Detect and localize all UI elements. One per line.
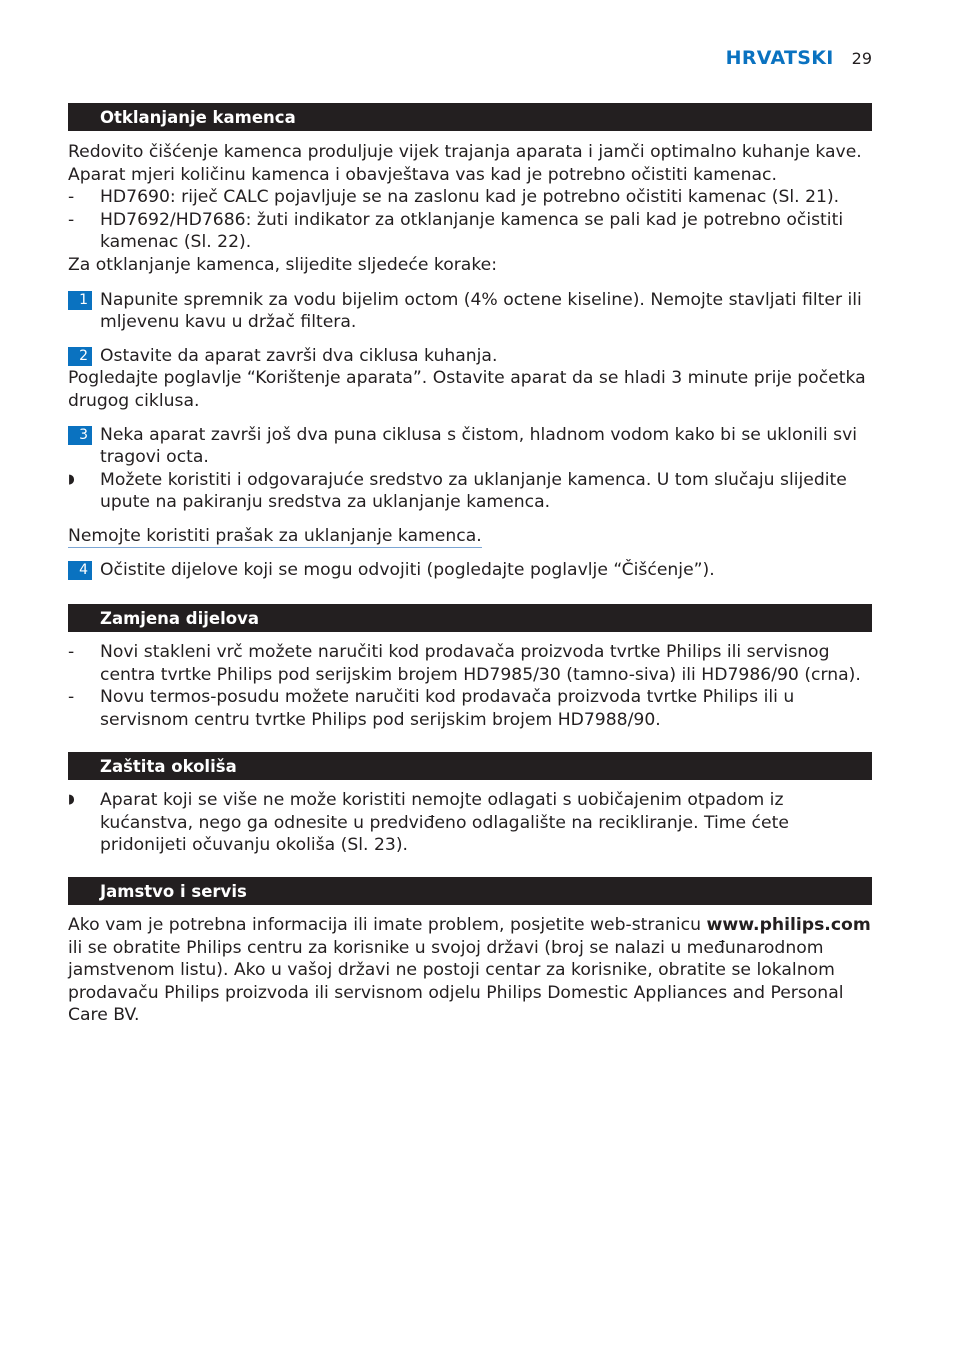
environment-section	[68, 789, 872, 857]
dash-marker: -	[68, 687, 75, 708]
tip-marker-icon: ◗	[68, 471, 75, 487]
environment-item	[68, 789, 872, 857]
warning-text: Nemojte koristiti prašak za uklanjanje kamenca.	[68, 525, 482, 546]
tip	[68, 469, 872, 514]
guarantee-text-after: ili se obratite Philips centru za korisnike u svojoj državi (broj se nalazi u međunarodnom jamstvenom listu). Ako u vašoj državi ne postoji centar za korisnike, obratite se lokalnom prodavaču Philips proizvoda ili servisnom odjelu Philips Domestic Appliances and Personal Care BV.	[68, 937, 844, 1026]
step-number: 2	[68, 347, 92, 366]
step-number: 3	[68, 426, 92, 445]
website-link[interactable]: www.philips.com	[706, 915, 871, 935]
page-number: 29	[851, 49, 872, 68]
steps-intro: Za otklanjanje kamenca, slijedite sljedeće korake:	[68, 254, 498, 275]
list-item	[68, 641, 872, 686]
language-label: HRVATSKI	[725, 47, 834, 69]
step-text: Ostavite da aparat završi dva ciklusa kuhanja.	[100, 345, 498, 366]
step-2-note: Pogledajte poglavlje “Korištenje aparata”. Ostavite aparat da se hladi 3 minute prije početka drugog ciklusa.	[68, 368, 866, 411]
page-header	[726, 47, 872, 75]
list-item	[68, 186, 872, 209]
tip-text: Možete koristiti i odgovarajuće sredstvo za uklanjanje kamenca. U tom slučaju slijedite upute na pakiranju sredstva za uklanjanje kamenca.	[100, 469, 847, 513]
guarantee-section	[68, 914, 872, 1027]
list-item-text: HD7690: riječ CALC pojavljuje se na zaslonu kad je potrebno očistiti kamenac (Sl. 21).	[100, 187, 840, 208]
step-1	[68, 289, 872, 334]
environment-text: Aparat koji se više ne može koristiti nemojte odlagati s uobičajenim otpadom iz kućanstva, nego ga odnesite u predviđeno odlagalište na recikliranje. Time ćete pridonijeti očuvanju okoliša (Sl. 23).	[100, 790, 789, 856]
guarantee-text-before: Ako vam je potrebna informacija ili imate problem, posjetite web-stranicu	[68, 915, 707, 935]
list-item-text: Novi stakleni vrč možete naručiti kod prodavača proizvoda tvrtke Philips ili servisnog centra tvrtke Philips pod serijskim brojem HD7985/30 (tamno-siva) ili HD7986/90 (crna).	[100, 642, 861, 685]
dash-marker: -	[68, 642, 75, 662]
step-number: 4	[68, 561, 92, 580]
list-item	[68, 686, 872, 731]
list-item-text: Novu termos-posudu možete naručiti kod prodavača proizvoda tvrtke Philips ili u servisnom centru tvrtke Philips pod serijskim brojem HD7988/90.	[100, 687, 795, 730]
descaling-section	[68, 141, 872, 582]
step-text: Napunite spremnik za vodu bijelim octom (4% octene kiseline). Nemojte stavljati filter ili mljevenu kavu u držač filtera.	[100, 289, 862, 333]
step-2	[68, 345, 872, 368]
descaling-intro: Redovito čišćenje kamenca produljuje vijek trajanja aparata i jamči optimalno kuhanje kave. Aparat mjeri količinu kamenca i obavještava vas kad je potrebno očistiti kamenac.	[68, 142, 862, 185]
list-item-text: HD7692/HD7686: žuti indikator za otklanjanje kamenca se pali kad je potrebno očistiti kamenac (Sl. 22).	[100, 209, 844, 253]
marker-icon: ◗	[68, 792, 75, 807]
section-title-descaling: Otklanjanje kamenca	[68, 103, 872, 131]
step-3	[68, 424, 872, 469]
step-4	[68, 559, 872, 582]
dash-marker: -	[68, 187, 75, 208]
step-text: Neka aparat završi još dva puna ciklusa s čistom, hladnom vodom kako bi se uklonili svi tragovi octa.	[100, 424, 858, 468]
step-number: 1	[68, 291, 92, 310]
parts-section	[68, 641, 872, 731]
section-title-environment: Zaštita okoliša	[68, 752, 872, 780]
step-text: Očistite dijelove koji se mogu odvojiti (pogledajte poglavlje “Čišćenje”).	[100, 559, 715, 580]
warning	[68, 525, 872, 548]
dash-marker: -	[68, 209, 75, 230]
section-title-guarantee: Jamstvo i servis	[68, 877, 872, 905]
guarantee-text	[68, 914, 872, 1027]
list-item	[68, 209, 872, 254]
section-title-parts: Zamjena dijelova	[68, 604, 872, 632]
